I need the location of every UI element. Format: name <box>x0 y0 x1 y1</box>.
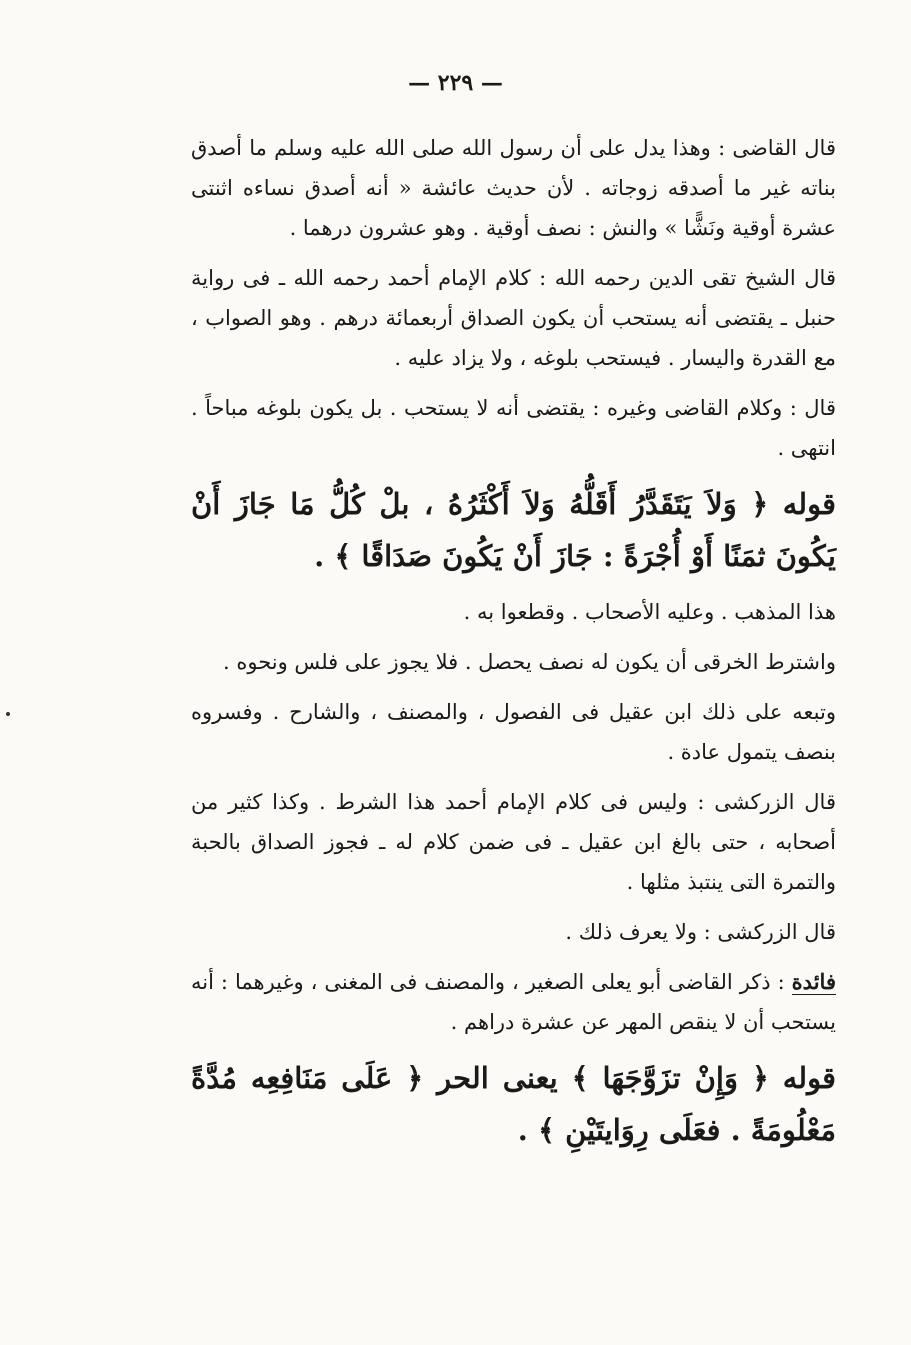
quote-la-yataqaddar: قوله ﴿ وَلاَ يَتَقَدَّرُ أَقَلُّهُ وَلاَ أَكْثَرُهُ ، بلْ كُلُّ مَا جَازَ أَنْ يَكُونَ ثمَنًا أَوْ أُجْرَةً : جَازَ أَنْ يَكُونَ صَدَاقًا ﴾ . <box>191 487 836 573</box>
page-body <box>191 128 836 1166</box>
paragraph-qadi-opinion: قال : وكلام القاضى وغيره : يقتضى أنه لا يستحب . بل يكون بلوغه مباحاً . انتهى . <box>191 396 836 460</box>
paragraph-madhhab: هذا المذهب . وعليه الأصحاب . وقطعوا به . <box>463 600 836 624</box>
paragraph-faida <box>191 962 836 1042</box>
paragraph-khiraqi: واشترط الخرقى أن يكون له نصف يحصل . فلا يجوز على فلس ونحوه . <box>223 650 836 674</box>
paragraph-taqi-al-din: قال الشيخ تقى الدين رحمه الله : كلام الإمام أحمد رحمه الله ـ فى رواية حنبل ـ يقتضى أنه يستحب أن يكون الصداق أربعمائة درهم . وهو الصواب ، مع القدرة واليسار . فيستحب بلوغه ، ولا يزاد عليه . <box>191 266 836 370</box>
note-heading: فائدة <box>791 969 836 994</box>
paragraph-zarkashi-1: قال الزركشى : وليس فى كلام الإمام أحمد هذا الشرط . وكذا كثير من أصحابه ، حتى بالغ ابن عقيل ـ فى ضمن كلام له ـ فجوز الصداق بالحبة والتمرة التى ينتبذ مثلها . <box>191 790 836 894</box>
paragraph-qadi-sadaq: قال القاضى : وهذا يدل على أن رسول الله صلى الله عليه وسلم ما أصدق بناته غير ما أصدقه زوجاته . لأن حديث عائشة « أنه أصدق نساءه اثنتى عشرة أوقية ونَشًّا » والنش : نصف أوقية . وهو عشرون درهما . <box>191 136 836 240</box>
scan-speck <box>6 712 10 716</box>
page-number: — ٢٢٩ — <box>408 70 503 96</box>
paragraph-ibn-aqil: وتبعه على ذلك ابن عقيل فى الفصول ، والمصنف ، والشارح . وفسروه بنصف يتمول عادة . <box>191 700 836 764</box>
paragraph-zarkashi-2: قال الزركشى : ولا يعرف ذلك . <box>565 920 836 944</box>
note-text: : ذكر القاضى أبو يعلى الصغير ، والمصنف فى المغنى ، وغيرهما : أنه يستحب أن لا ينقص المهر عن عشرة دراهم . <box>191 970 836 1034</box>
quote-wa-in-tazawwajaha: قوله ﴿ وَإِنْ تزَوَّجَهَا ﴾ يعنى الحر ﴿ عَلَى مَنَافِعِه مُدَّةً مَعْلُومَةً . فعَلَى رِوَايتَيْنِ ﴾ . <box>191 1061 836 1147</box>
